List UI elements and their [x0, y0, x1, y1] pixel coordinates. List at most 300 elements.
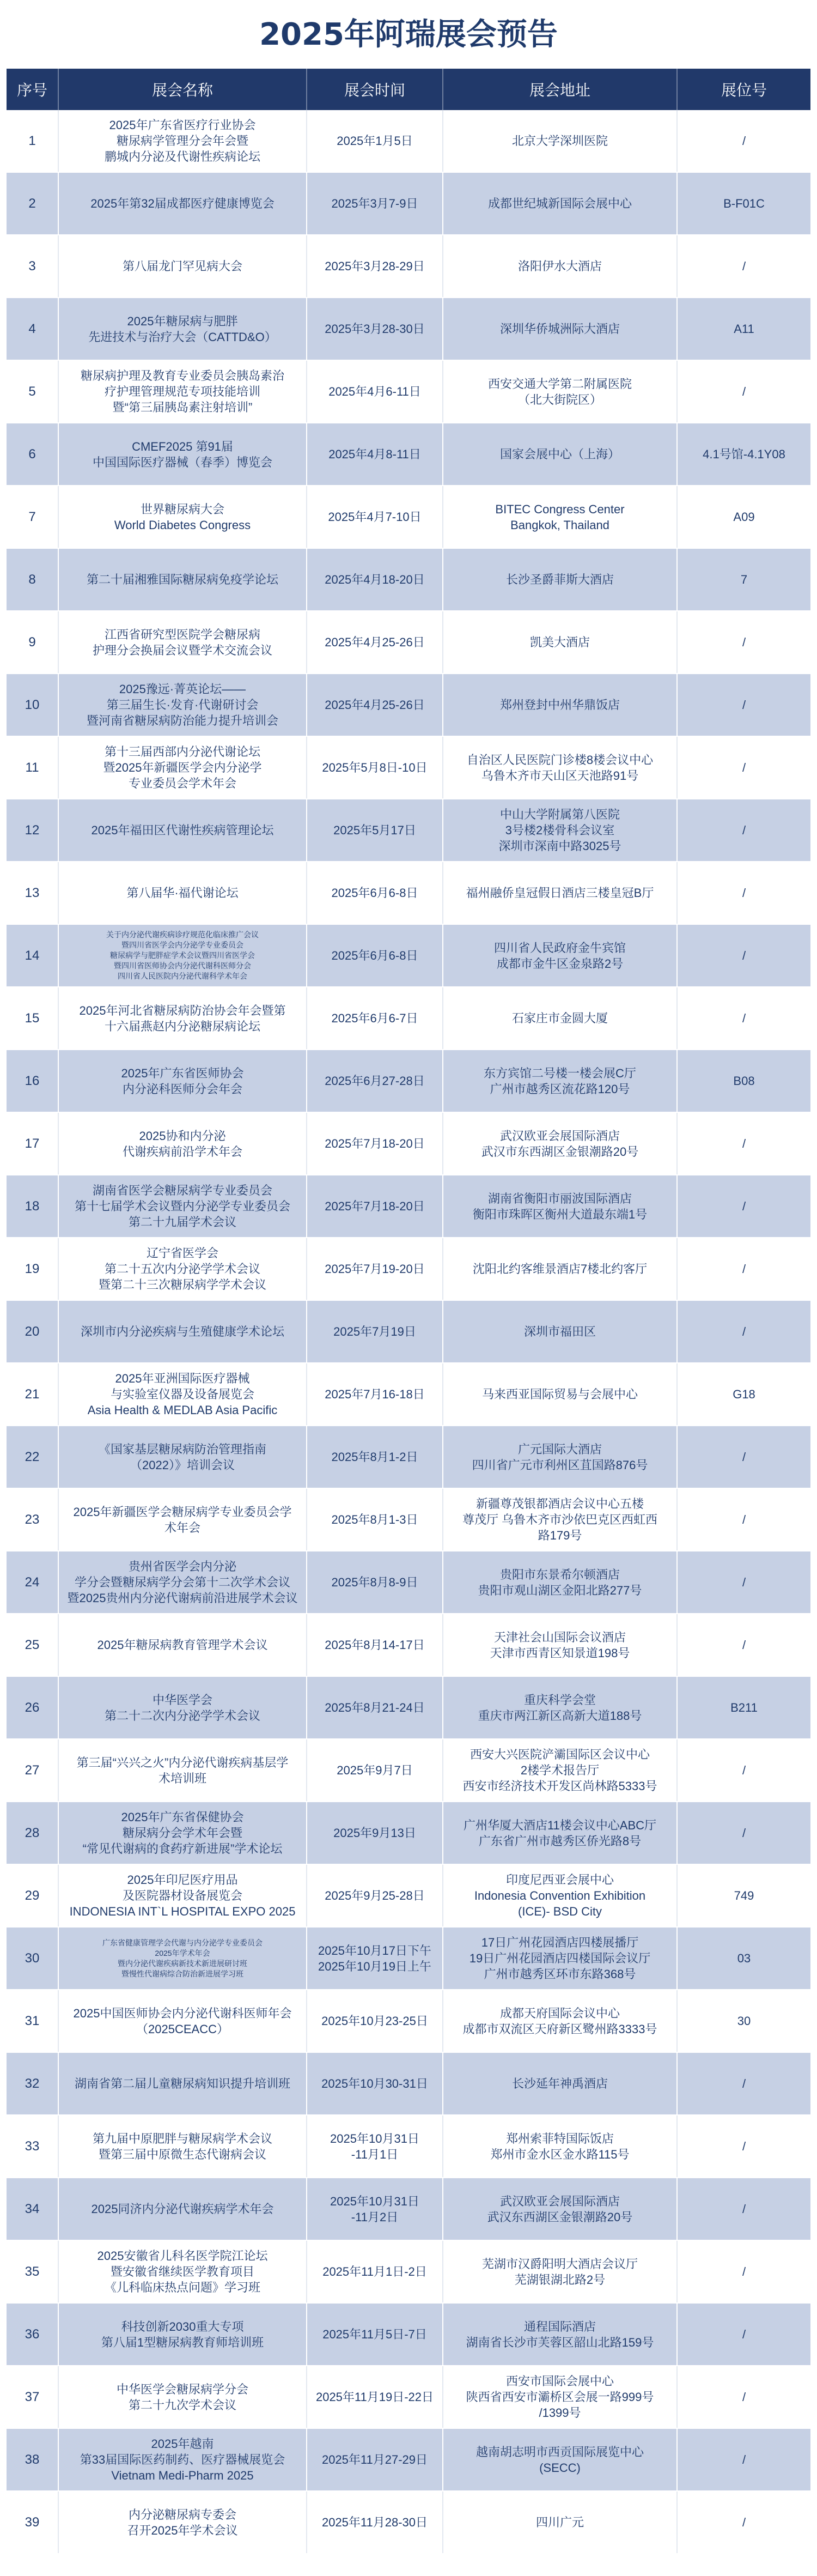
cell-name-line: 2025年糖尿病教育管理学术会议	[97, 1638, 268, 1652]
cell-no	[7, 549, 59, 610]
cell-booth	[678, 486, 810, 548]
cell-booth-text: /	[742, 1199, 746, 1213]
cell-name	[59, 2178, 307, 2240]
cell-no-text: 14	[25, 948, 40, 963]
header-booth-cell: 展位号	[721, 82, 767, 99]
cell-address-line: 新疆尊茂银都酒店会议中心五楼	[475, 1497, 644, 1511]
cell-booth-text: 749	[734, 1889, 754, 1902]
table-row	[7, 2116, 810, 2178]
cell-time-line: 2025年4月18-20日	[325, 573, 425, 586]
cell-address-line: 路179号	[538, 1529, 582, 1542]
cell-time	[307, 1551, 443, 1613]
cell-no-text: 10	[25, 698, 40, 712]
cell-no-text: 15	[25, 1011, 40, 1026]
cell-no-text: 30	[25, 1951, 40, 1966]
cell-no	[7, 173, 59, 234]
cell-name-line: 中华医学会	[152, 1693, 212, 1707]
cell-name-line: 2025同济内分泌代谢疾病学术年会	[91, 2202, 274, 2216]
cell-booth	[678, 1551, 810, 1613]
cell-booth	[678, 1865, 810, 1926]
cell-no-text: 16	[25, 1074, 40, 1088]
table-row	[7, 361, 810, 423]
cell-time	[307, 737, 443, 798]
cell-no	[7, 1113, 59, 1174]
cell-address-line: 东方宾馆二号楼一楼会展C厅	[484, 1066, 636, 1080]
cell-no	[7, 2304, 59, 2365]
cell-name	[59, 1739, 307, 1801]
table-row	[7, 2178, 810, 2241]
table-row	[7, 1677, 810, 1739]
cell-name	[59, 2429, 307, 2490]
cell-time	[307, 1050, 443, 1112]
cell-time-line: 2025年8月1-3日	[331, 1513, 418, 1526]
table-row	[7, 987, 810, 1050]
cell-booth-text: /	[742, 761, 746, 774]
cell-no	[7, 486, 59, 548]
cell-booth	[678, 110, 810, 172]
cell-address-line: 郑州索菲特国际饭店	[505, 2131, 614, 2145]
cell-name-line: 2025中国医师协会内分泌代谢科医师年会	[73, 2006, 292, 2020]
cell-address-line: 西安市经济技术开发区尚林路5333号	[462, 1779, 657, 1793]
cell-booth-text: B211	[730, 1701, 758, 1714]
cell-name-line: 世界糖尿病大会	[140, 502, 224, 516]
cell-address-line: Bangkok, Thailand	[510, 518, 609, 532]
exhibition-table	[7, 69, 810, 2554]
cell-booth	[678, 173, 810, 234]
cell-address	[443, 1050, 678, 1112]
cell-address-line: 广州市越秀区流花路120号	[490, 1082, 630, 1096]
cell-time-line: 2025年9月7日	[337, 1763, 413, 1777]
cell-address-line: 自治区人民医院门诊楼8楼会议中心	[466, 753, 654, 767]
cell-name	[59, 987, 307, 1049]
cell-address-line: 2楼学术报告厅	[520, 1763, 600, 1777]
cell-no-text: 12	[25, 823, 40, 838]
cell-time	[307, 298, 443, 360]
cell-no	[7, 2366, 59, 2428]
cell-name-line: 第八届龙门罕见病大会	[122, 259, 242, 273]
cell-booth	[678, 2116, 810, 2177]
cell-address-line: 贵阳市观山湖区金阳北路277号	[478, 1583, 642, 1597]
cell-time	[307, 1301, 443, 1362]
cell-address	[443, 1363, 678, 1425]
cell-address-line: BITEC Congress Center	[495, 502, 625, 516]
table-row	[7, 1050, 810, 1113]
cell-no	[7, 925, 59, 986]
cell-address-line: 成都天府国际会议中心	[499, 2006, 620, 2020]
cell-no	[7, 1050, 59, 1112]
cell-address-line: 四川省人民政府金牛宾馆	[493, 941, 626, 955]
cell-time-line: 2025年10月19日上午	[318, 1959, 431, 1973]
cell-no	[7, 1238, 59, 1300]
cell-name-line: 暨第三届中原微生态代谢病会议	[98, 2147, 266, 2161]
cell-name	[59, 2116, 307, 2177]
cell-name-line: 第二十届湘雅国际糖尿病免疫学论坛	[86, 573, 278, 586]
cell-time	[307, 1426, 443, 1488]
cell-time	[307, 799, 443, 861]
cell-no-text: 11	[25, 760, 39, 775]
cell-booth	[678, 1050, 810, 1112]
cell-time-line: -11月2日	[351, 2210, 399, 2224]
cell-booth-text: /	[742, 949, 746, 962]
cell-address	[443, 1928, 678, 1989]
cell-booth	[678, 1426, 810, 1488]
cell-name	[59, 423, 307, 485]
cell-time	[307, 361, 443, 422]
cell-no-text: 27	[25, 1763, 40, 1778]
cell-name-line: 《国家基层糖尿病防治管理指南	[98, 1442, 266, 1456]
cell-address-line: 马来西亚国际贸易与会展中心	[481, 1387, 638, 1401]
cell-name-line: 辽宁省医学会	[146, 1246, 218, 1260]
table-row	[7, 110, 810, 173]
cell-booth-text: /	[742, 823, 746, 837]
cell-address	[443, 1238, 678, 1300]
cell-no	[7, 1614, 59, 1676]
table-row	[7, 2366, 810, 2429]
cell-no-text: 23	[25, 1512, 40, 1527]
cell-address-line: 深圳市福田区	[523, 1325, 596, 1338]
cell-name	[59, 298, 307, 360]
cell-booth-text: /	[742, 385, 746, 398]
cell-name-line: 2025年越南	[151, 2437, 214, 2451]
header-no-cell: 序号	[7, 69, 59, 110]
cell-name-line: 十六届燕赵内分泌糖尿病论坛	[104, 1019, 260, 1033]
cell-name-line: 糖尿病学管理分会年会暨	[116, 134, 248, 148]
cell-name-line: 第八届华·福代谢论坛	[126, 886, 239, 900]
cell-name	[59, 2366, 307, 2428]
cell-name-line: 2025年河北省糖尿病防治协会年会暨第	[79, 1003, 286, 1017]
cell-address	[443, 235, 678, 297]
cell-name-line: 暨2025贵州内分泌代谢病前沿进展学术会议	[67, 1591, 298, 1605]
cell-no-text: 32	[25, 2076, 40, 2091]
cell-name	[59, 737, 307, 798]
cell-name-line: 暨河南省糖尿病防治能力提升培训会	[86, 714, 278, 728]
cell-name-line: 2025年学术年会	[155, 1948, 210, 1957]
cell-name	[59, 1865, 307, 1926]
cell-no	[7, 2241, 59, 2302]
cell-booth	[678, 1677, 810, 1738]
cell-no-text: 25	[25, 1638, 40, 1652]
cell-name-line: “常见代谢病的食药疗新进展”学术论坛	[82, 1842, 283, 1856]
cell-name-line: 2025年广东省保健协会	[121, 1810, 244, 1824]
cell-time-line: 2025年11月5日-7日	[322, 2328, 427, 2341]
cell-address	[443, 1739, 678, 1801]
table-row	[7, 925, 810, 987]
cell-address	[443, 1614, 678, 1676]
cell-time-line: 2025年8月1-2日	[331, 1450, 418, 1464]
cell-booth-text: /	[742, 1826, 746, 1840]
cell-address-line: 印度尼西亚会展中心	[505, 1873, 614, 1887]
cell-name-line: （2025CEACC）	[136, 2022, 229, 2036]
cell-address-line: 天津市西青区知景道198号	[490, 1646, 630, 1660]
cell-address	[443, 2304, 678, 2365]
cell-time	[307, 674, 443, 736]
cell-no-text: 26	[25, 1700, 40, 1715]
cell-address	[443, 423, 678, 485]
table-row	[7, 2429, 810, 2492]
cell-address	[443, 987, 678, 1049]
cell-booth-text: /	[742, 1763, 746, 1777]
cell-name-line: 糖尿病学与肥胖症学术会议暨四川省医学会	[110, 951, 255, 960]
cell-address-line: 重庆市两江新区高新大道188号	[478, 1708, 642, 1723]
cell-booth-text: /	[742, 2453, 746, 2466]
cell-name	[59, 1928, 307, 1989]
cell-no-text: 13	[25, 886, 40, 900]
cell-time-line: 2025年9月13日	[333, 1826, 416, 1840]
cell-no-text: 39	[25, 2515, 40, 2530]
cell-no	[7, 361, 59, 422]
cell-address-line: 成都世纪城新国际会展中心	[487, 197, 632, 210]
table-row	[7, 862, 810, 925]
cell-no	[7, 423, 59, 485]
cell-name-line: 2025豫远·菁英论坛——	[119, 682, 246, 696]
cell-name-line: 暨“第三届胰岛素注射培训”	[112, 401, 253, 414]
cell-name-line: 《儿科临床热点问题》学习班	[104, 2281, 260, 2294]
cell-name-line: 第三届生长·发育·代谢研讨会	[106, 698, 259, 712]
cell-no-text: 24	[25, 1575, 40, 1590]
cell-no	[7, 1990, 59, 2052]
cell-address-line: 西安大兴医院浐灞国际区会议中心	[470, 1748, 650, 1761]
cell-address-line: 中山大学附属第八医院	[499, 808, 620, 821]
cell-booth	[678, 1614, 810, 1676]
cell-booth	[678, 925, 810, 986]
cell-address-line: (SECC)	[539, 2460, 581, 2475]
cell-name	[59, 1301, 307, 1362]
cell-name	[59, 925, 307, 986]
cell-name	[59, 549, 307, 610]
cell-booth-text: A11	[734, 322, 754, 336]
cell-address-line: 洛阳伊水大酒店	[517, 259, 602, 273]
cell-no	[7, 1175, 59, 1237]
cell-time-line: 2025年11月1日-2日	[322, 2265, 427, 2278]
cell-booth-text: /	[742, 1450, 746, 1464]
cell-time-line: 2025年5月8日-10日	[322, 761, 428, 774]
cell-booth-text: /	[742, 2516, 746, 2529]
cell-name-line: 暨内分泌代谢疾病新技术新进展研讨班	[118, 1959, 247, 1968]
cell-name	[59, 173, 307, 234]
cell-address	[443, 110, 678, 172]
table-row	[7, 1928, 810, 1990]
table-row	[7, 1301, 810, 1363]
cell-time-line: 2025年4月25-26日	[325, 698, 425, 712]
cell-booth-text: /	[742, 2390, 746, 2404]
table-row	[7, 1551, 810, 1614]
cell-address	[443, 2178, 678, 2240]
cell-name-line: 中华医学会糖尿病学分会	[116, 2382, 248, 2396]
cell-no	[7, 235, 59, 297]
cell-name-line: 术培训班	[158, 1771, 206, 1785]
cell-no-text: 4	[28, 322, 36, 336]
cell-booth	[678, 2492, 810, 2553]
cell-address-line: 重庆科学会堂	[523, 1693, 596, 1707]
cell-address	[443, 298, 678, 360]
cell-address-line: 凯美大酒店	[529, 635, 590, 649]
cell-no	[7, 2492, 59, 2553]
cell-time-line: 2025年6月6-8日	[331, 886, 418, 900]
cell-name	[59, 361, 307, 422]
cell-name-line: 召开2025年学术会议	[127, 2523, 238, 2537]
cell-no	[7, 1363, 59, 1425]
cell-booth-text: 03	[737, 1951, 751, 1965]
cell-no	[7, 1928, 59, 1989]
cell-no-text: 19	[25, 1262, 40, 1276]
cell-address-line: 陕西省西安市灞桥区会展一路999号	[466, 2390, 654, 2404]
table-row	[7, 1614, 810, 1677]
cell-time	[307, 549, 443, 610]
cell-name	[59, 674, 307, 736]
cell-address-line: 四川广元	[535, 2516, 584, 2529]
cell-address	[443, 925, 678, 986]
cell-address-line: 沈阳北约客维景酒店7楼北约客厅	[472, 1262, 648, 1276]
cell-booth-text: /	[742, 1011, 746, 1025]
cell-name-line: 暨2025年新疆医学会内分泌学	[103, 761, 262, 774]
cell-name	[59, 1426, 307, 1488]
cell-address-line: 天津社会山国际会议酒店	[493, 1630, 626, 1644]
cell-name	[59, 1677, 307, 1738]
cell-name	[59, 2241, 307, 2302]
cell-name	[59, 799, 307, 861]
cell-booth-text: /	[742, 1262, 746, 1276]
cell-name	[59, 862, 307, 924]
cell-address-line: （北大街院区）	[517, 392, 602, 407]
cell-time	[307, 2304, 443, 2365]
cell-name-line: 2025年新疆医学会糖尿病学专业委员会学	[73, 1505, 292, 1519]
cell-address	[443, 674, 678, 736]
cell-address-line: 武汉东西湖区金银潮路20号	[487, 2210, 633, 2224]
cell-address-line: 武汉欧亚会展国际酒店	[499, 2194, 620, 2208]
cell-no	[7, 1865, 59, 1926]
cell-address-line: 广东省广州市越秀区侨光路8号	[478, 1834, 642, 1848]
cell-no	[7, 1739, 59, 1801]
cell-no-text: 29	[25, 1888, 40, 1903]
cell-time-line: 2025年1月5日	[337, 134, 413, 148]
cell-name-line: 内分泌糖尿病专委会	[128, 2507, 236, 2522]
cell-booth	[678, 1238, 810, 1300]
cell-address	[443, 549, 678, 610]
table-row	[7, 737, 810, 799]
cell-time-line: 2025年11月28-30日	[321, 2516, 428, 2529]
cell-time	[307, 2116, 443, 2177]
cell-name-line: 第十七届学术会议暨内分泌学专业委员会	[74, 1199, 290, 1213]
cell-address	[443, 2366, 678, 2428]
cell-name	[59, 1238, 307, 1300]
cell-address-line: 西安市国际会展中心	[505, 2374, 614, 2388]
cell-address-line: 武汉欧亚会展国际酒店	[499, 1129, 620, 1143]
cell-booth	[678, 361, 810, 422]
cell-booth	[678, 862, 810, 924]
cell-no	[7, 2429, 59, 2490]
cell-time	[307, 925, 443, 986]
cell-name	[59, 1551, 307, 1613]
table-row	[7, 1739, 810, 1802]
cell-name-line: 2025年第32届成都医疗健康博览会	[90, 197, 275, 210]
cell-name-line: 代谢疾病前沿学术年会	[122, 1144, 242, 1159]
cell-time	[307, 1865, 443, 1926]
table-row	[7, 799, 810, 862]
cell-name-line: 暨慢性代谢病综合防治新进展学习班	[121, 1969, 243, 1978]
cell-time	[307, 1739, 443, 1801]
cell-address	[443, 1175, 678, 1237]
cell-address-line: 成都市双流区天府新区鹭州路3333号	[462, 2022, 657, 2036]
cell-address	[443, 1301, 678, 1362]
cell-name-line: Asia Health & MEDLAB Asia Pacific	[87, 1403, 278, 1417]
cell-address-line: (ICE)- BSD City	[518, 1905, 602, 1918]
cell-time-line: 2025年7月18-20日	[325, 1137, 425, 1150]
cell-name-line: 学分会暨糖尿病学分会第十二次学术会议	[74, 1575, 290, 1589]
cell-booth	[678, 987, 810, 1049]
cell-no	[7, 1426, 59, 1488]
cell-time-line: 2025年11月19日-22日	[315, 2390, 434, 2404]
cell-name-line: 第二十九次学术会议	[128, 2398, 236, 2412]
cell-address-line: 19日广州花园酒店四楼国际会议厅	[469, 1951, 651, 1965]
cell-time	[307, 1113, 443, 1174]
cell-address-line: 西安交通大学第二附属医院	[487, 377, 632, 391]
cell-time-line: 2025年4月8-11日	[328, 447, 421, 461]
cell-name	[59, 1489, 307, 1550]
cell-booth-text: 30	[737, 2014, 751, 2028]
cell-time-line: 2025年7月16-18日	[325, 1387, 425, 1401]
cell-time	[307, 862, 443, 924]
cell-no-text: 34	[25, 2202, 40, 2216]
cell-name-line: 2025年糖尿病与肥胖	[127, 314, 238, 328]
cell-no	[7, 799, 59, 861]
cell-time	[307, 110, 443, 172]
cell-name-line: 2025协和内分泌	[139, 1129, 226, 1143]
cell-address	[443, 1551, 678, 1613]
cell-address-line: 郑州登封中州华鼎饭店	[499, 698, 620, 712]
cell-no-text: 5	[28, 384, 36, 399]
cell-name-line: 江西省研究型医院学会糖尿病	[104, 627, 260, 641]
cell-time-line: 2025年5月17日	[333, 823, 416, 837]
cell-address-line: 衡阳市珠晖区衡州大道最东端1号	[472, 1207, 648, 1221]
cell-address	[443, 611, 678, 673]
table-row	[7, 2241, 810, 2304]
cell-booth	[678, 2178, 810, 2240]
cell-name-line: 中国国际医疗器械（春季）博览会	[92, 455, 272, 469]
cell-no	[7, 987, 59, 1049]
table-row	[7, 549, 810, 611]
cell-address-line: 北京大学深圳医院	[511, 134, 608, 148]
cell-no	[7, 1802, 59, 1864]
cell-time	[307, 1928, 443, 1989]
cell-name-line: 2025年印尼医疗用品	[127, 1873, 238, 1887]
cell-address-line: 芜湖市汉爵阳明大酒店会议厅	[481, 2257, 638, 2271]
cell-name-line: INDONESIA INT`L HOSPITAL EXPO 2025	[69, 1905, 296, 1918]
cell-time	[307, 1175, 443, 1237]
cell-name	[59, 1050, 307, 1112]
cell-time	[307, 235, 443, 297]
cell-address-line: 广州市越秀区环市东路368号	[484, 1967, 636, 1981]
cell-booth	[678, 1990, 810, 2052]
cell-booth-text: /	[742, 698, 746, 712]
cell-booth	[678, 549, 810, 610]
cell-no-text: 35	[25, 2264, 40, 2279]
cell-address-line: 越南胡志明市西贡国际展览中心	[475, 2445, 644, 2459]
cell-time	[307, 611, 443, 673]
table-body	[7, 110, 810, 2554]
cell-no-text: 9	[28, 635, 36, 650]
cell-name	[59, 2053, 307, 2114]
cell-name	[59, 1990, 307, 2052]
cell-address-line: 深圳华侨城洲际大酒店	[499, 322, 620, 336]
cell-address	[443, 737, 678, 798]
cell-booth	[678, 2304, 810, 2365]
cell-address	[443, 1802, 678, 1864]
table-row	[7, 1865, 810, 1928]
cell-time	[307, 2053, 443, 2114]
cell-name-line: 第九届中原肥胖与糖尿病学术会议	[92, 2131, 272, 2145]
cell-address-line: 芜湖银湖北路2号	[514, 2272, 606, 2287]
cell-address	[443, 1865, 678, 1926]
